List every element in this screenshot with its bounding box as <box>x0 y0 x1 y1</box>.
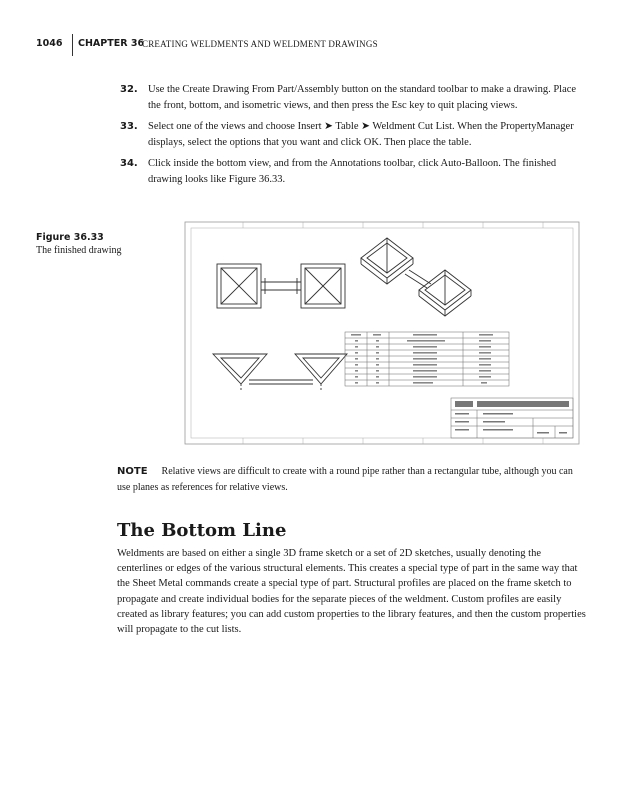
header-divider <box>72 34 73 56</box>
drawing-figure <box>183 220 583 448</box>
step-number: 33. <box>120 121 138 132</box>
figure-label <box>36 232 122 256</box>
step-number: 32. <box>120 84 138 95</box>
note-block <box>117 464 587 496</box>
step-text: Click inside the bottom view, and from the Annotations toolbar, click Auto-Balloon. The finished drawing looks like Figure 36.33. <box>148 158 557 185</box>
step-item <box>120 119 580 150</box>
chapter-label: CHAPTER 36 <box>78 38 145 49</box>
step-text: Use the Create Drawing From Part/Assembly button on the standard toolbar to make a drawing. Place the front, bottom, and isometric views, and then press the Esc key to quit placing views. <box>148 84 577 111</box>
chapter-title: CREATING WELDMENTS AND WELDMENT DRAWINGS <box>142 39 378 49</box>
note-tag: NOTE <box>117 466 148 477</box>
running-header <box>36 36 600 54</box>
figure-caption: The finished drawing <box>36 245 122 256</box>
step-number: 34. <box>120 158 138 169</box>
step-list <box>120 82 580 193</box>
step-item <box>120 156 580 187</box>
step-item <box>120 82 580 113</box>
page-number: 1046 <box>36 38 63 49</box>
drawing-sheet-image <box>183 220 583 448</box>
step-text: Select one of the views and choose Insert ➤ Table ➤ Weldment Cut List. When the PropertyManager displays, select the options that you want and click OK. Then place the table. <box>148 121 574 148</box>
note-text: Relative views are difficult to create with a round pipe rather than a rectangular tube, although you can use planes as references for relative views. <box>117 466 573 493</box>
section-body: Weldments are based on either a single 3D frame sketch or a set of 2D sketches, usually denoting the centerlines or edges of the various structural elements. This creates a special type of part in the same way that the Sheet Metal commands create a special type of part. Structural profiles are placed on the frame sketch to propagate and create individual bodies for the separate pieces of the weldment. Custom profiles are easily created as library features; you can add custom properties to the library features, and then the custom properties will propagate to the cut lists. <box>117 548 586 636</box>
section-heading: The Bottom Line <box>117 520 287 541</box>
figure-number: Figure 36.33 <box>36 232 104 243</box>
